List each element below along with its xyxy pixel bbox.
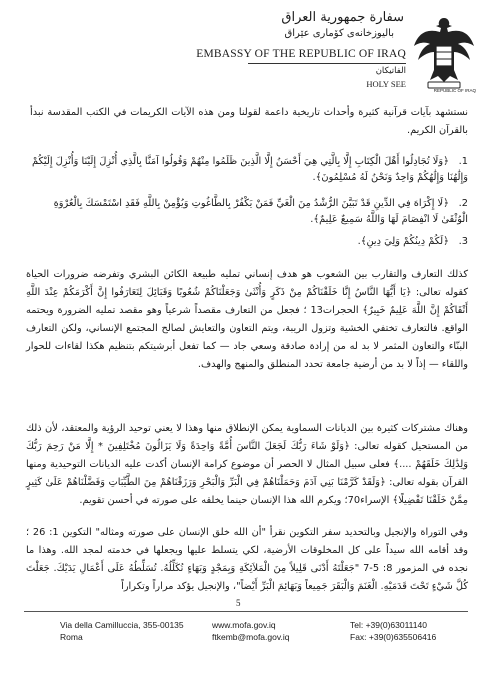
verse-1 <box>30 154 468 186</box>
footer-city: Roma <box>60 632 83 642</box>
verse-number: 1. <box>458 156 468 167</box>
intro-paragraph: نستشهد بآيات قرآنية كثيرة وأحداث تاريخية داعمة لقولنا ومن هذه الآيات الكريمات في الكتب المقدسة نبدأ بالقرآن الكريم. <box>30 107 468 136</box>
footer-website: www.mofa.gov.iq <box>212 620 276 630</box>
footer-divider <box>24 611 468 612</box>
holy-see-arabic: الفاتيكان <box>375 66 406 76</box>
footer-email: ftkemb@mofa.gov.iq <box>212 632 290 642</box>
page-number: 5 <box>236 598 241 608</box>
embassy-kurdish-title: باليوزخانەی کۆماری عێراق <box>284 28 394 39</box>
crest-caption: REPUBLIC OF IRAQ <box>433 88 476 93</box>
verse-3 <box>30 234 468 250</box>
letterhead-divider <box>248 63 406 64</box>
footer-telephone: Tel: +39(0)63011140 <box>350 620 427 630</box>
footer-fax: Fax: +39(0)635506416 <box>350 632 437 642</box>
paragraph-commonalities: وهناك مشتركات كثيرة بين الديانات السماوية يمكن الإنطلاق منها وهذا لا يعني توحيد الرؤية والمعتقد، لأن ذلك من المستحيل كقوله تعالى: ﴿وَلَوْ شَاءَ رَبُّكَ لَجَعَلَ النَّاسَ أُمَّةً وَاحِدَةً وَلَا يَزَالُونَ مُخْتَلِفِينَ * إِلَّا مَنْ رَحِمَ رَبُّكَ وَلِذَٰلِكَ خَلَقَهُمْ ....﴾ فعلى سبيل المثال لا الحصر أن موضوع كرامة الإنسان أكدت عليه الديانات التوحيدية ومنها القرآن بقوله تعالى: ﴿وَلَقَدْ كَرَّمْنَا بَنِي آدَمَ وَحَمَلْنَاهُمْ فِي الْبَرِّ وَالْبَحْرِ وَرَزَقْنَاهُمْ مِنَ الطَّيِّبَاتِ وَفَضَّلْنَاهُمْ عَلَىٰ كَثِيرٍ مِمَّنْ خَلَقْنَا تَفْضِيلًا﴾ الإسراء70؛ ويكرم الله هذا الإنسان حينما يخلقه على صورته في أحسن تقويم. <box>26 423 468 506</box>
verse-text: ﴿لَا إِكْرَاهَ فِي الدِّينِ قَدْ تَبَيَّنَ الرُّشْدُ مِنَ الْغَيِّ فَمَنْ يَكْفُرْ بِالطَّاغُوتِ وَيُؤْمِنْ بِاللَّهِ فَقَدِ اسْتَمْسَكَ بِالْعُرْوَةِ الْوُثْقَىٰ لَا انْفِصَامَ لَهَا وَاللَّهُ سَمِيعٌ عَلِيمٌ﴾. <box>53 198 468 225</box>
verse-text: ﴿لَكُمْ دِينُكُمْ وَلِيَ دِينِ﴾. <box>357 236 449 247</box>
paragraph-acquaintance: كذلك التعارف والتقارب بين الشعوب هو هدف إنساني تمليه طبيعة الكائن البشري وتفرضه ضرورات الحياة كقوله تعالى: ﴿يَا أَيُّهَا النَّاسُ إِنَّا خَلَقْنَاكُمْ مِنْ ذَكَرٍ وَأُنْثَىٰ وَجَعَلْنَاكُمْ شُعُوبًا وَقَبَائِلَ لِتَعَارَفُوا إِنَّ أَكْرَمَكُمْ عِنْدَ اللَّهِ أَتْقَاكُمْ إِنَّ اللَّهَ عَلِيمٌ خَبِيرٌ﴾ الحجرات13 ؛ فجعل من التعارف مقصداً شرعياً وهو مقصد تمليه الضرورة ويحتمه الواقع. فالتعارف تختفي الخشية وتزول الريبة، ويتم التعاون والتعايش لصالح المجتمع الإنساني، ولكن التعارف البنّاء والتعاون المثمر لا بد له من إرادة صادقة وسعي جاد — كما تفعل أبرشيتكم بتنظيم هكذا لقاءات للحوار واللقاء — إذاً لا بد من أرضية جامعة تحدد المنطلق والمنهج والهدف. <box>26 269 468 370</box>
embassy-arabic-title: سفارة جمهورية العراق <box>281 10 404 25</box>
embassy-english-title: EMBASSY OF THE REPUBLIC OF IRAQ <box>196 48 406 60</box>
iraq-eagle-crest-icon <box>412 12 476 92</box>
verse-text: ﴿وَلَا تُجَادِلُوا أَهْلَ الْكِتَابِ إِلَّا بِالَّتِي هِيَ أَحْسَنُ إِلَّا الَّذِينَ ظَلَمُوا مِنْهُمْ وَقُولُوا آمَنَّا بِالَّذِي أُنْزِلَ إِلَيْنَا وَأُنْزِلَ إِلَيْكُمْ وَإِلَٰهُنَا وَإِلَٰهُكُمْ وَاحِدٌ وَنَحْنُ لَهُ مُسْلِمُونَ﴾. <box>31 156 468 183</box>
holy-see-label: HOLY SEE <box>366 79 406 89</box>
footer-address: Via della Camilluccia, 355-00135 <box>60 620 184 630</box>
verse-number: 3. <box>458 236 468 247</box>
paragraph-torah-gospel: وفي التوراة والإنجيل وبالتحديد سفر التكوين نقرأ "أن الله خلق الإنسان على صورته ومثاله" التكوين 1: 26 ؛ وقد أقامه الله سيداً على كل المخلوقات الأرضية، لكي يتسلط عليها ويجعلها في خدمته لمجد الله. وهذا ما نجده في المزمور 8: 5-7 "جَعَلْتَهُ أَدْنَى قَلِيلاً مِنَ الْمَلاَئِكَةِ وَبِمَجْدٍ وَبَهَاءٍ تُكَلِّلُهُ. تُسَلِّطُهُ عَلَى أَعْمَالِ يَدَيْكَ. جَعَلْتَ كُلَّ شَيْءٍ تَحْتَ قَدَمَيْهِ. الْغَنَمَ وَالْبَقَرَ جَمِيعاً وَبَهَائِمَ الْبَرِّ أَيْضاً"، والإنجيل يؤكد مراراً وتكراراً <box>26 527 469 592</box>
verse-number: 2. <box>458 198 468 209</box>
verse-2 <box>30 196 468 228</box>
